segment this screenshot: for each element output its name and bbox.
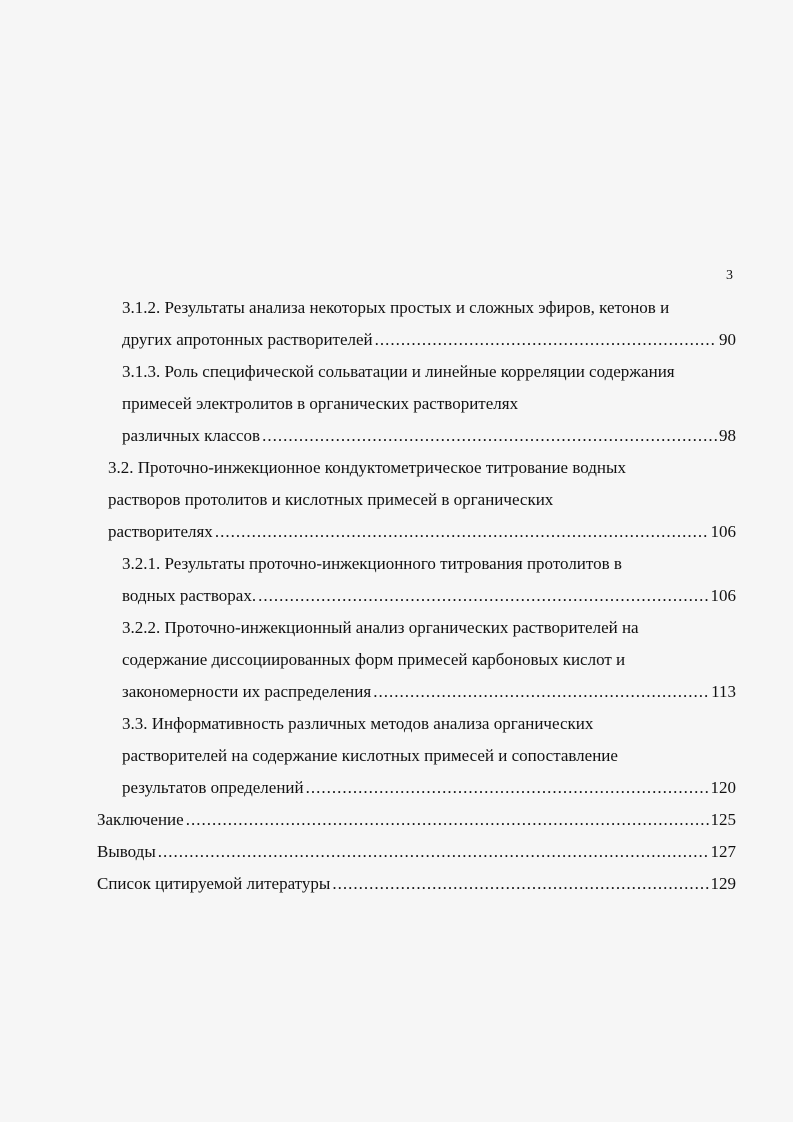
dot-leader	[262, 420, 717, 452]
toc-entry-3-2-1-page: 106	[710, 586, 736, 605]
toc-entry-references-page: 129	[710, 874, 736, 893]
toc-entry-3-3-title-line-1: 3.3. Информативность различных методов анализа органических	[122, 714, 594, 733]
toc-entry-conclusion-title: Заключение	[97, 810, 184, 829]
toc-entry-3-1-3-title-line-3: различных классов	[122, 426, 261, 445]
toc-entry-3-2-line-3	[108, 516, 736, 548]
toc-entry-3-2-page: 106	[710, 522, 736, 541]
toc-entry-3-2-line-1	[108, 452, 736, 484]
page-number: 3	[726, 268, 733, 283]
toc-entry-3-2-title-line-3: растворителях	[108, 522, 213, 541]
toc-entry-3-1-3[interactable]	[122, 356, 736, 452]
toc-entry-3-3-title-line-3: результатов определений	[122, 778, 304, 797]
toc-entry-3-2-2-line-1	[122, 612, 736, 644]
toc-entry-3-2-1-line-2	[122, 580, 736, 612]
toc-entry-3-3-title-line-2: растворителей на содержание кислотных примесей и сопоставление	[122, 746, 618, 765]
toc-entry-3-2-2-title-line-1: 3.2.2. Проточно-инжекционный анализ органических растворителей на	[122, 618, 639, 637]
toc-entry-3-3-page: 120	[710, 778, 736, 797]
toc-entry-findings[interactable]	[97, 836, 736, 868]
toc-entry-3-1-3-line-2	[122, 388, 736, 420]
dot-leader	[258, 580, 708, 612]
toc-entry-3-1-2-title-line-1: 3.1.2. Результаты анализа некоторых простых и сложных эфиров, кетонов и	[122, 298, 670, 317]
toc-entry-3-1-3-title-line-1: 3.1.3. Роль специфической сольватации и линейные корреляции содержания	[122, 362, 675, 381]
dot-leader	[158, 836, 709, 868]
toc-entry-3-2-2-line-3	[122, 676, 736, 708]
toc-entry-3-1-2-line-2	[122, 324, 736, 356]
toc-entry-findings-title: Выводы	[97, 842, 156, 861]
toc-entry-3-1-3-line-1	[122, 356, 736, 388]
toc-entry-3-2-2-title-line-3: закономерности их распределения	[122, 682, 372, 701]
toc-entry-3-2-1-title-line-1: 3.2.1. Результаты проточно-инжекционного титрования протолитов в	[122, 554, 622, 573]
toc-entry-3-2-2[interactable]	[122, 612, 736, 708]
dot-leader	[332, 868, 708, 900]
toc-entry-3-1-3-title-line-2: примесей электролитов в органических растворителях	[122, 394, 519, 413]
toc-entry-3-1-3-line-3	[122, 420, 736, 452]
toc-entry-3-2-1-title-line-2: водных растворах.	[122, 586, 257, 605]
toc-entry-3-2-1[interactable]	[122, 548, 736, 612]
toc-entry-3-1-2-page: 90	[719, 330, 736, 349]
toc-entry-references-line	[97, 868, 736, 900]
dot-leader	[373, 676, 709, 708]
toc-entry-3-2-line-2	[108, 484, 736, 516]
toc-entry-conclusion[interactable]	[97, 804, 736, 836]
toc-entry-findings-page: 127	[710, 842, 736, 861]
toc-entry-references-title: Список цитируемой литературы	[97, 874, 331, 893]
dot-leader	[306, 772, 709, 804]
dot-leader	[375, 324, 717, 356]
toc-entry-3-1-2-title-line-2: других апротонных растворителей	[122, 330, 373, 349]
toc-entry-3-2-2-page: 113	[711, 682, 736, 701]
toc-entry-3-2-title-line-1: 3.2. Проточно-инжекционное кондуктометрическое титрование водных	[108, 458, 626, 477]
toc-entry-3-1-2[interactable]	[122, 292, 736, 356]
toc-entry-3-3-line-1	[122, 708, 736, 740]
toc-entry-3-2-1-line-1	[122, 548, 736, 580]
toc-entry-3-3[interactable]	[122, 708, 736, 804]
toc-entry-3-2-2-title-line-2: содержание диссоциированных форм примесей карбоновых кислот и	[122, 650, 626, 669]
toc-entry-3-1-3-page: 98	[719, 426, 736, 445]
toc-entry-3-1-2-line-1	[122, 292, 736, 324]
dot-leader	[215, 516, 709, 548]
toc-entry-conclusion-line	[97, 804, 736, 836]
toc-entry-3-2[interactable]	[108, 452, 736, 548]
dot-leader	[186, 804, 709, 836]
toc-entry-3-2-title-line-2: растворов протолитов и кислотных примесей в органических	[108, 490, 554, 509]
toc-entry-references[interactable]	[97, 868, 736, 900]
toc-entry-findings-line	[97, 836, 736, 868]
toc-entry-3-3-line-3	[122, 772, 736, 804]
toc-entry-3-2-2-line-2	[122, 644, 736, 676]
toc-entry-conclusion-page: 125	[710, 810, 736, 829]
toc-entry-3-3-line-2	[122, 740, 736, 772]
